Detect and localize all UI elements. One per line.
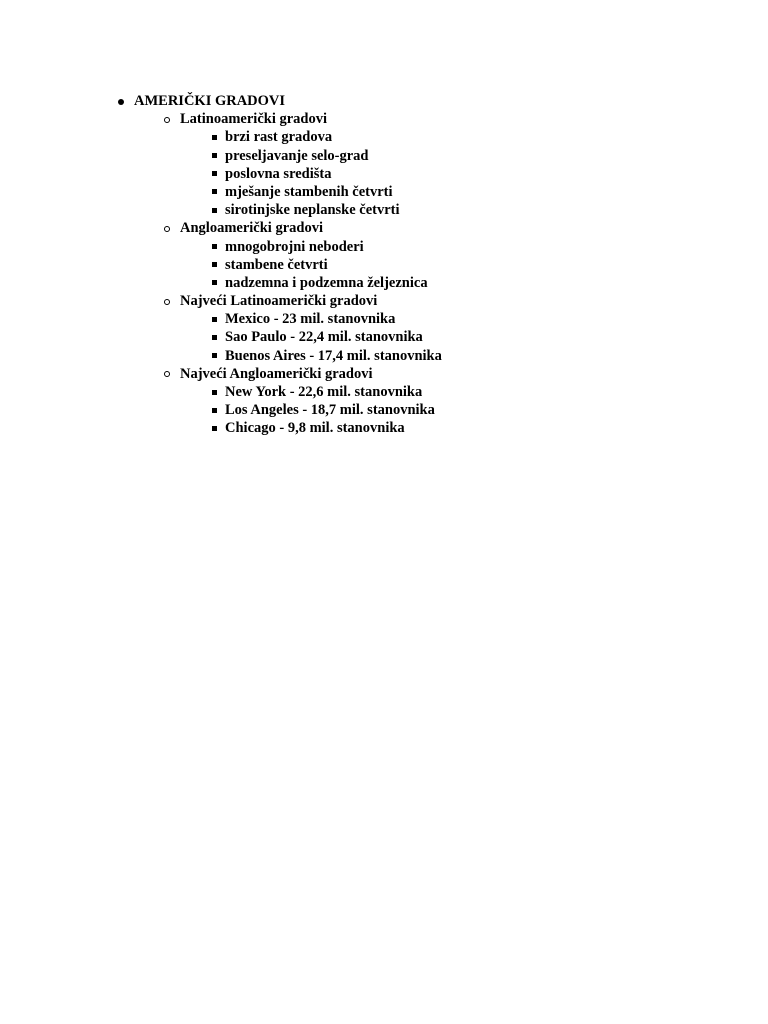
list-item [0,256,768,274]
section-title-item [0,365,768,383]
main-heading: AMERIČKI GRADOVI [134,93,286,109]
square-bullet-icon [212,426,217,431]
list-item [0,128,768,146]
list-item [0,165,768,183]
disc-bullet-icon [118,99,124,105]
list-item-text: New York - 22,6 mil. stanovnika [225,384,423,400]
section-title: Najveći Latinoamerički gradovi [180,293,378,310]
square-bullet-icon [212,408,217,413]
square-bullet-icon [212,244,217,249]
square-bullet-icon [212,390,217,395]
list-item [0,401,768,419]
square-bullet-icon [212,208,217,213]
square-bullet-icon [212,280,217,285]
section-title: Najveći Angloamerički gradovi [180,365,373,382]
list-item-text: Sao Paulo - 22,4 mil. stanovnika [225,329,423,346]
list-item [0,274,768,292]
list-item-text: nadzemna i podzemna željeznica [225,274,428,291]
list-item-text: mnogobrojni neboderi [225,238,364,255]
section-title: Latinoamerički gradovi [180,111,328,128]
section-title: Angloamerički gradovi [180,220,323,237]
list-item [0,328,768,346]
circle-bullet-icon [164,371,170,377]
section-title-item [0,110,768,128]
main-heading-item [0,92,768,110]
list-item [0,238,768,256]
list-item [0,347,768,365]
square-bullet-icon [212,353,217,358]
section-title-item [0,219,768,237]
list-item-text: poslovna središta [225,165,332,182]
list-item-text: mješanje stambenih četvrti [225,183,393,200]
list-item [0,383,768,401]
bulleted-outline [0,92,768,438]
section-title-item [0,292,768,310]
square-bullet-icon [212,153,217,158]
list-item [0,183,768,201]
square-bullet-icon [212,317,217,322]
square-bullet-icon [212,171,217,176]
circle-bullet-icon [164,117,170,123]
circle-bullet-icon [164,226,170,232]
circle-bullet-icon [164,299,170,305]
list-item [0,419,768,437]
list-item [0,201,768,219]
list-item-text: Los Angeles - 18,7 mil. stanovnika [225,402,435,419]
square-bullet-icon [212,189,217,194]
list-item [0,310,768,328]
list-item [0,147,768,165]
list-item-text: stambene četvrti [225,256,328,273]
list-item-text: Mexico - 23 mil. stanovnika [225,311,396,328]
list-item-text: preseljavanje selo-grad [225,147,369,164]
square-bullet-icon [212,262,217,267]
square-bullet-icon [212,135,217,140]
list-item-text: sirotinjske neplanske četvrti [225,202,400,219]
list-item-text: Buenos Aires - 17,4 mil. stanovnika [225,347,442,364]
square-bullet-icon [212,335,217,340]
list-item-text: Chicago - 9,8 mil. stanovnika [225,420,405,437]
list-item-text: brzi rast gradova [225,129,333,146]
